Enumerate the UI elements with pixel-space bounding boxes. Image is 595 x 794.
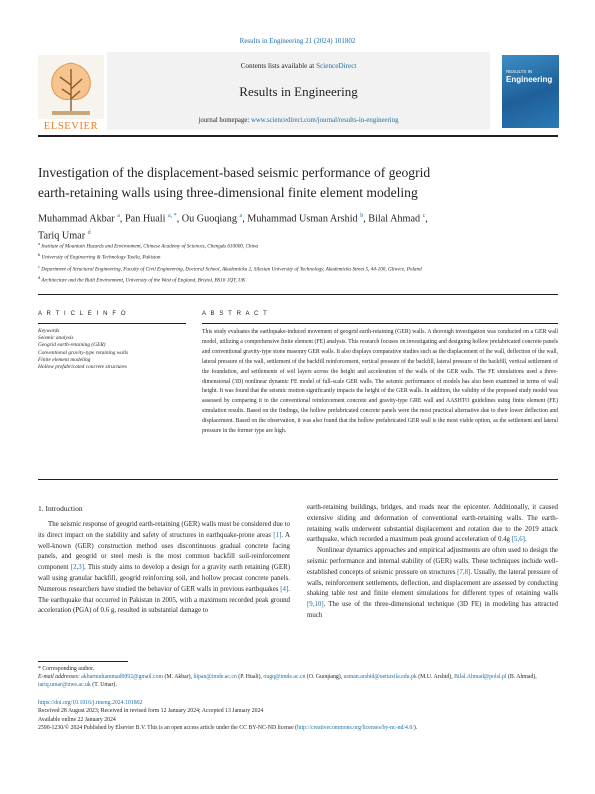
journal-homepage [107, 117, 490, 124]
email-link[interactable]: Bilal.Ahmad@polsl.pl [454, 673, 507, 680]
intro-paragraph [307, 503, 558, 546]
author-name[interactable]: Bilal Ahmad [368, 213, 421, 225]
keyword-item: Conventional gravity-type retaining walls [38, 349, 129, 356]
citation-ref-link[interactable]: [7,8] [457, 568, 471, 576]
license-link[interactable]: http://creativecommons.org/licenses/by-nc-nd/4.0/ [297, 724, 414, 731]
email-link[interactable]: akbarmuhammad0092@gmail.com [81, 673, 164, 680]
article-title [38, 163, 528, 203]
affiliation-item: $^b$ University of Engineering & Technology Taxila, Pakistan [38, 252, 161, 262]
journal-cover-thumbnail [502, 55, 559, 128]
citation-ref-link[interactable]: [4] [280, 585, 289, 593]
keyword-item: Seismic analysis [38, 335, 74, 342]
footnote-rule [38, 661, 128, 662]
article-info-rule [38, 323, 186, 324]
email-link[interactable]: hlpan@imde.ac.cn [193, 673, 237, 680]
cover-title: Engineering [506, 75, 553, 84]
received-dates: Received 28 August 2023; Received in revised form 12 January 2024; Accepted 13 January 2024 [38, 708, 264, 715]
affiliation-item: $^c$ Department of Structural Engineering, Faculty of Civil Engineering, Doctoral School, Akademicka 2, Silesian University of Technology, Akademicka Street 5, 44-100, Gliwice, Poland [38, 263, 422, 273]
citation-ref-link[interactable]: [1] [273, 531, 282, 539]
author-list: Muhammad Akbar $^a$, Pan Huali $^{a, *}$, Ou Guoqiang $^a$, Muhammad Usman Arshid $^b$, Bilal Ahmad $^c$, Tariq Umar $^d$ [38, 213, 428, 242]
article-info-heading: A R T I C L E I N F O [38, 311, 128, 317]
author-affil-marker[interactable]: a, * [168, 213, 177, 219]
paragraph-text: Nonlinear dynamics approaches and empirical adjustments are often used to design the seismic performance and internal stability of (GER) walls. These techniques include well-established concepts of seismic pressure on structures [307, 547, 558, 576]
doi-link[interactable]: https://doi.org/10.1016/j.rineng.2024.101802 [38, 700, 143, 706]
citation-ref-link[interactable]: [5,6] [511, 536, 525, 544]
affiliation-list [38, 240, 558, 285]
title-line-2: earth-retaining walls using three-dimensional finite element modeling [38, 185, 418, 200]
contents-available [107, 62, 490, 70]
author-name[interactable]: Muhammad Akbar [38, 213, 115, 225]
email-link[interactable]: ougq@imde.ac.cn [263, 673, 306, 680]
contents-prefix: Contents lists available at [240, 62, 315, 70]
abstract-heading: A B S T R A C T [202, 311, 269, 317]
paragraph-text: . This study aims to develop a design for a gravity earth retaining (GER) wall using granular backfill, geogrid reinforcing soil, and hollow precast concrete panels. Numerous researchers have studied the behavior of GER walls in previous earthquakes [38, 564, 290, 593]
body-column-left [38, 520, 290, 617]
available-online: Available online 22 January 2024 [38, 716, 116, 723]
email-addresses: E-mail addresses: akbarmuhammad0092@gmail.com (M. Akbar), hlpan@imde.ac.cn (P. Huali), ougq@imde.ac.cn (O. Guoqiang), usman.arshid@uettaxila.edu.pk (M.U. Arshid), Bilal.Ahmad@polsl.pl (B. Ahmad), tariq.umar@uwe.ac.uk (T. Umar). [38, 673, 537, 689]
paragraph-text: The seismic response of geogrid earth-retaining (GER) walls must be considered due to its direct impact on the stability and safety of structures in earthquake-prone areas [38, 521, 290, 539]
paragraph-text: . The use of the three-dimensional technique (3D FE) in modeling has attracted much [307, 601, 558, 619]
homepage-prefix: journal homepage: [198, 117, 250, 124]
corresponding-footnote [38, 661, 558, 690]
keywords-label: Keywords [38, 328, 60, 334]
author-name[interactable]: Muhammad Usman Arshid [247, 213, 358, 225]
email-link[interactable]: tariq.umar@uwe.ac.uk [38, 682, 91, 689]
citation-ref-link[interactable]: [9,10] [307, 601, 324, 609]
intro-paragraph [38, 520, 290, 617]
header-divider [38, 135, 558, 137]
title-line-1: Investigation of the displacement-based seismic performance of geogrid [38, 165, 431, 180]
keyword-item: Finite element modeling [38, 356, 91, 363]
journal-citation-line[interactable]: Results in Engineering 21 (2024) 101802 [239, 37, 356, 45]
elsevier-wordmark: ELSEVIER [43, 121, 99, 132]
keywords-block [38, 328, 186, 371]
paragraph-text: . The earthquake that occurred in Pakistan in 2005, with a maximum recorded peak ground acceleration (PGA) of 0.6 g, resulted in substantial damage to [38, 585, 290, 615]
affiliation-divider [38, 294, 558, 295]
affiliation-item: $^a$ Institute of Mountain Hazards and Environment, Chinese Academy of Sciences, Chengdu 610000, China [38, 241, 259, 250]
author-affil-marker[interactable]: b [360, 213, 364, 219]
author-affil-marker[interactable]: d [87, 230, 91, 237]
author-name[interactable]: Ou Guoqiang [181, 213, 237, 225]
cover-small-text: RESULTS IN [506, 69, 533, 74]
paragraph-text: . Usually, the lateral pressure of walls, reinforcement settlements, deflection, and displacement are assessed by conducting shaking table test and finite element simulations for different types of retaining walls [307, 568, 558, 598]
sciencedirect-link[interactable]: ScienceDirect [316, 62, 357, 70]
journal-title: Results in Engineering [239, 84, 358, 99]
publication-details [38, 699, 558, 732]
homepage-link[interactable]: www.sciencedirect.com/journal/results-in-engineering [250, 117, 399, 124]
abstract-text: This study evaluates the earthquake-induced movement of geogrid earth-retaining (GER) walls. A thorough investigation was conducted on a GER wall model, utilizing a comprehensive finite element (FE) analysis. This research focuses on investigating and designing hollow prefabricated concrete panels and conventional gravity-type stone masonry GER walls. It also displays comparative studies such as the displacement of the wall, deflection of the wall, lateral pressure of the wall, settlement of the backfill reinforcement, vertical pressure of the backfill, lateral pressure of the backfill, vertical settlement of the foundation, and settlements of soil layers across the height and acceleration of the walls of the GER walls. The FE simulations used a three-dimensional (3D) nonlinear dynamic FE model of full-scale GER walls. The seismic performance of models has also been examined in terms of wall height. It was found that the seismic motion significantly impacts the height of the GER walls. In addition, the validity of the proposed study model was assessed by comparing it to the conventional reinforcement concrete and gravity-type GRE wall and AASHTO guidelines using finite element (FE) simulation results. Based on the findings, the hollow prefabricated concrete panels were the most practical alternative due to their lower deflection and displacement. Based on the observation, it was also found that the hollow prefabricated GER wall is the most viable option, as the settlement and lateral pressure in the former type are high. [202, 329, 558, 435]
body-column-right [307, 503, 558, 622]
email-label: E-mail addresses: [38, 673, 80, 680]
affiliation-item: $^d$ Architecture and the Built Environment, University of the West of England, Bristol, BS16 1QY, UK [38, 274, 246, 284]
author-affil-marker[interactable]: a [117, 213, 120, 219]
abstract-rule [202, 323, 558, 324]
paragraph-text: earth-retaining buildings, bridges, and roads near the epicenter. Additionally, it caused extensive sliding and deformation of conventional earth-retaining walls. The earth-retaining walls underwent substantial displacement and rotation due to the 2019 attack earthquake, which recorded a maximum peak ground acceleration of 0.4g [307, 504, 558, 544]
abstract-end-rule [38, 479, 558, 480]
corresponding-author-note: * Corresponding author. [38, 665, 95, 672]
author-affil-marker[interactable]: c [422, 213, 426, 219]
keyword-item: Geogrid earth-retaining (GER) [38, 342, 106, 349]
license-statement: 2590-1230/© 2024 Published by Elsevier B.V. This is an open access article under the CC BY-NC-ND license (http://creativecommons.org/licenses/by-nc-nd/4.0/). [38, 724, 418, 731]
author-affil-marker[interactable]: a [239, 213, 243, 219]
intro-paragraph [307, 546, 558, 622]
paragraph-text: . A well-known (GER) construction method uses discontinuous gradual concrete facing panels, and geogrid or steel mesh is the most common backfill soil-reinforcement component [38, 531, 290, 572]
keyword-item: Hollow prefabricated concrete structures [38, 364, 127, 371]
paragraph-text: . [524, 536, 527, 544]
author-name[interactable]: Pan Huali [125, 213, 166, 225]
elsevier-tree-logo [38, 55, 104, 131]
author-name[interactable]: Tariq Umar [38, 230, 86, 242]
email-link[interactable]: usman.arshid@uettaxila.edu.pk [343, 673, 417, 680]
introduction-heading: 1. Introduction [38, 504, 83, 513]
citation-ref-link[interactable]: [2,3] [70, 564, 85, 572]
